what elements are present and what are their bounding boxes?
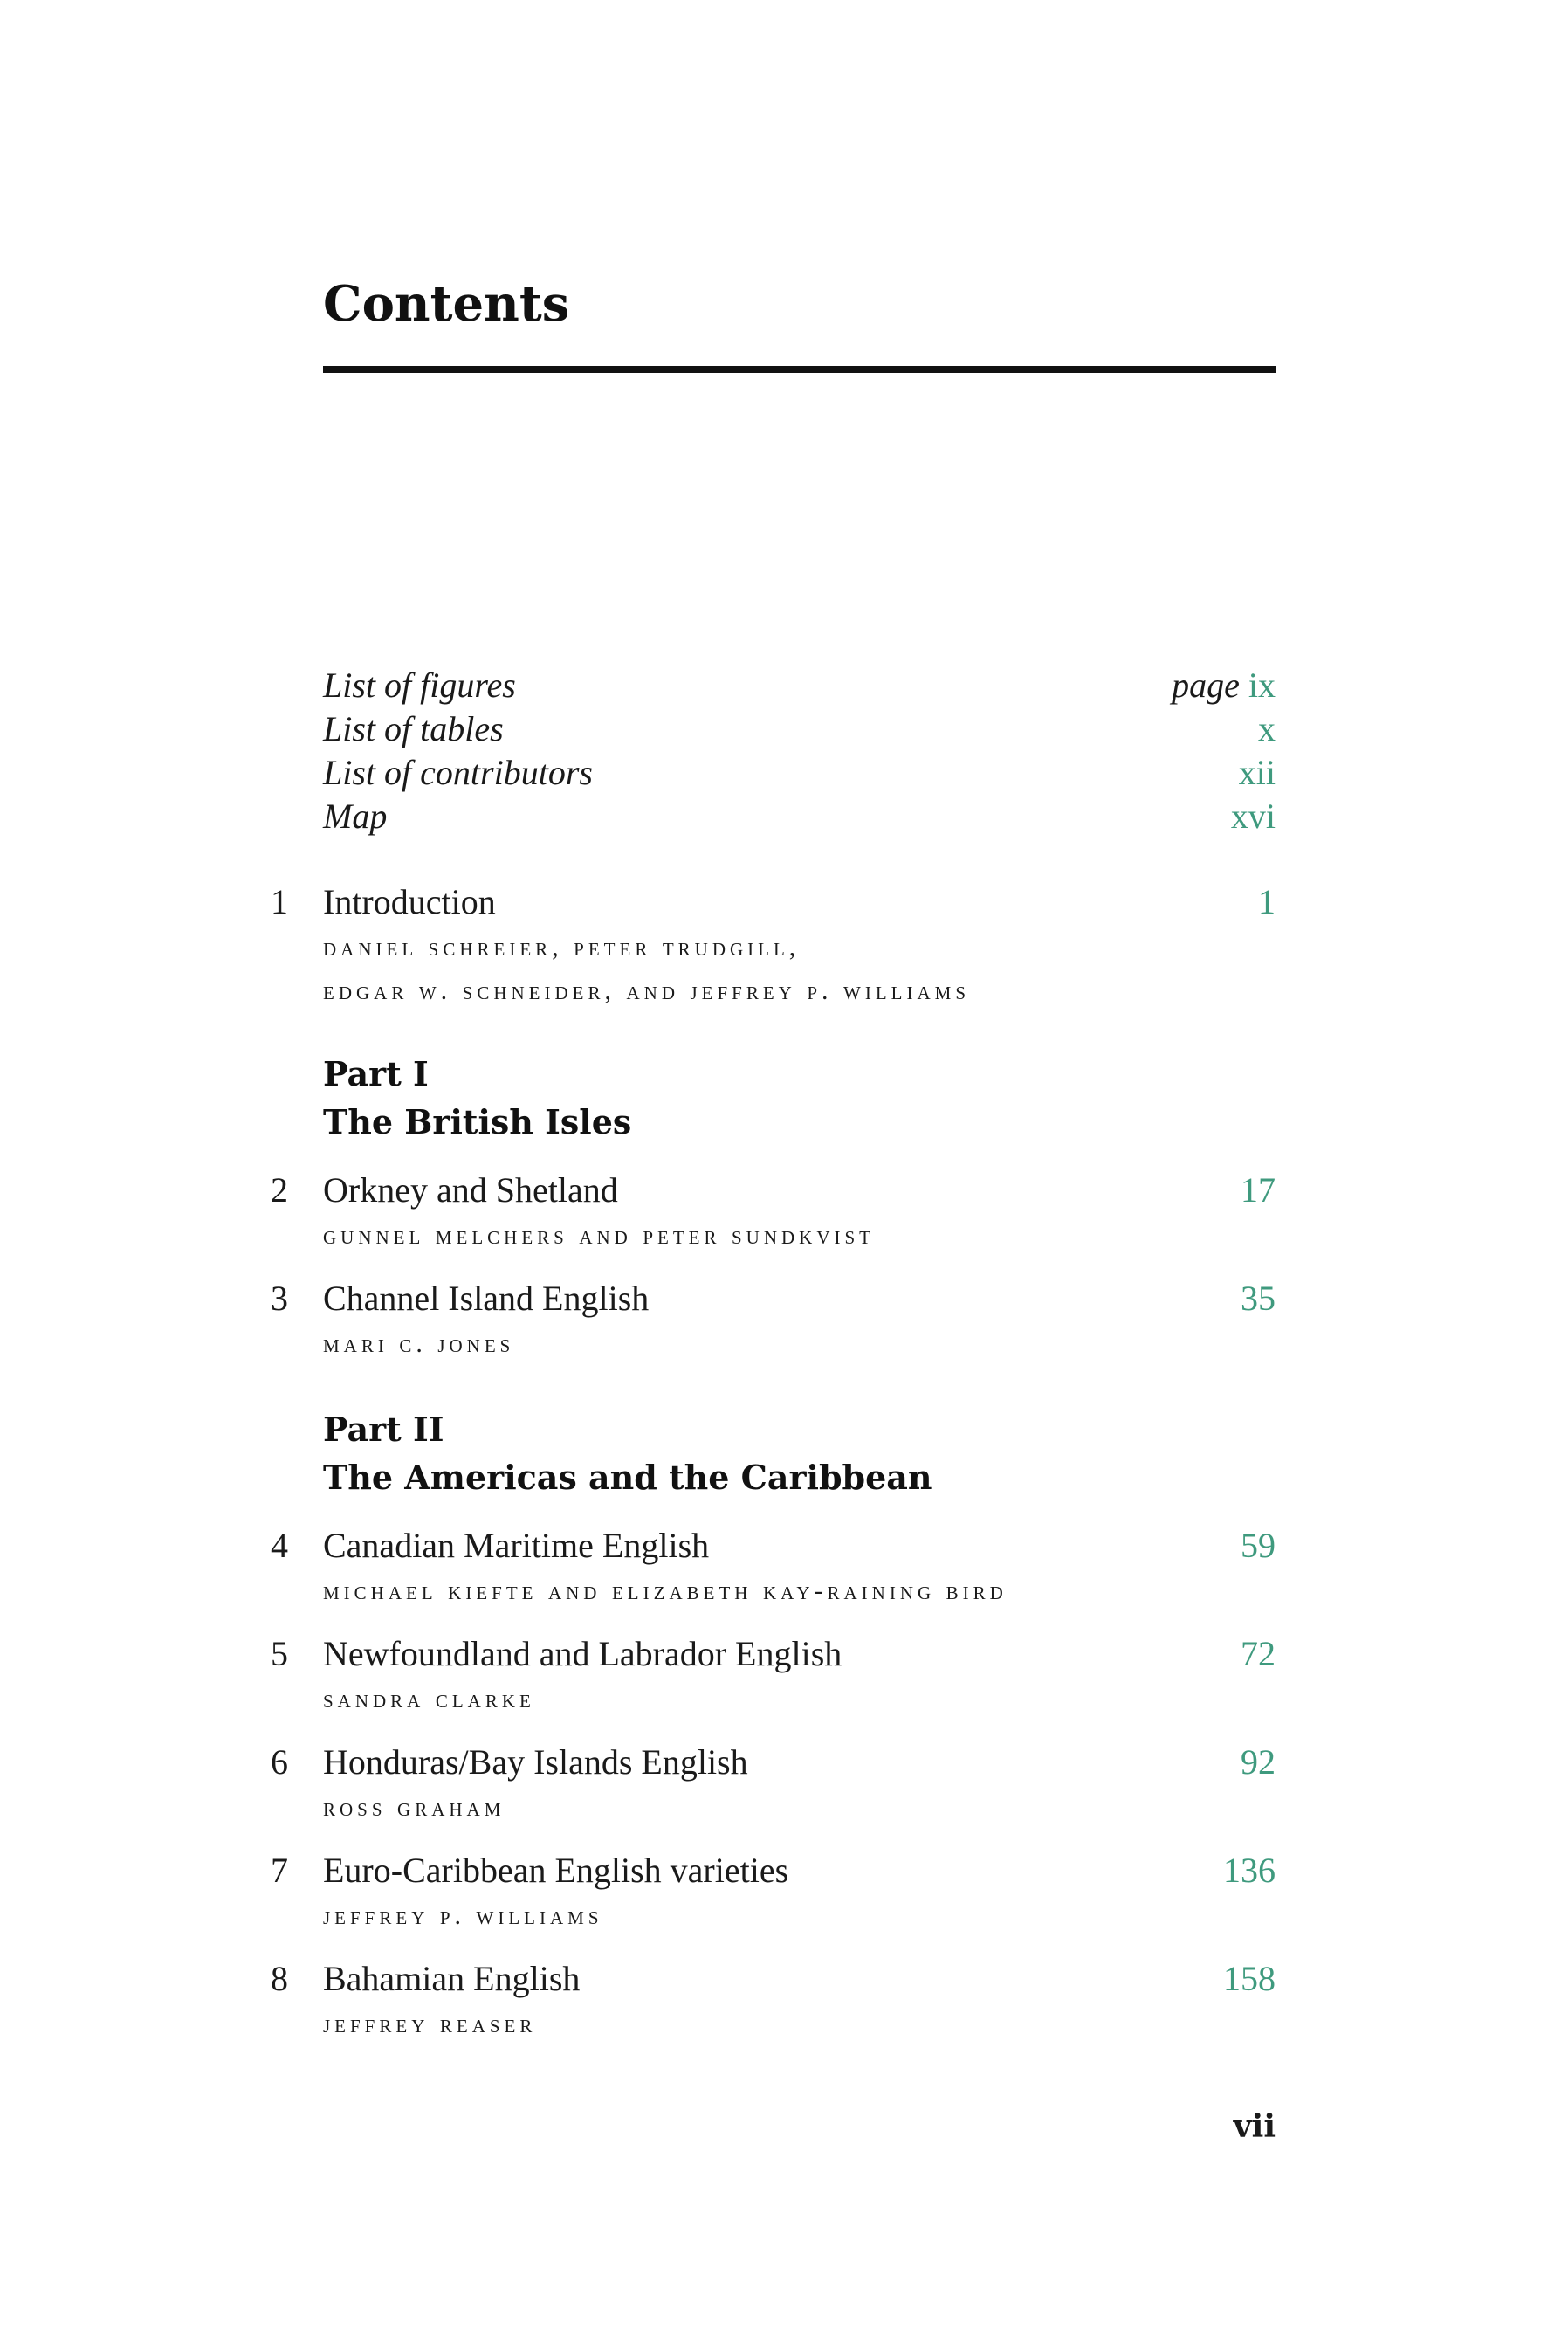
toc-page-link[interactable]: xii	[1238, 753, 1276, 792]
chapter-title[interactable]: Canadian Maritime English	[323, 1526, 710, 1565]
part-title: The Americas and the Caribbean	[323, 1458, 932, 1497]
chapter-number: 6	[271, 1742, 288, 1782]
chapter-authors: daniel schreier, peter trudgill,	[323, 933, 801, 962]
chapter-authors: gunnel melchers and peter sundkvist	[323, 1221, 876, 1250]
chapter-authors: edgar w. schneider, and jeffrey p. williams	[323, 976, 971, 1005]
page-number: vii	[1233, 2108, 1276, 2145]
toc-page-link[interactable]: 72	[1241, 1634, 1276, 1673]
chapter-authors: michael kiefte and elizabeth kay-raining bird	[323, 1576, 1008, 1605]
toc-page-link[interactable]: 59	[1241, 1526, 1276, 1565]
chapter-number: 2	[271, 1170, 288, 1210]
chapter-number: 4	[271, 1526, 288, 1565]
chapter-authors: sandra clarke	[323, 1685, 535, 1713]
toc-page-link[interactable]: x	[1258, 709, 1276, 748]
chapter-title[interactable]: Newfoundland and Labrador English	[323, 1634, 842, 1673]
toc-page-link[interactable]: ix	[1248, 665, 1276, 705]
chapter-number: 7	[271, 1851, 288, 1890]
chapter-title[interactable]: Orkney and Shetland	[323, 1170, 618, 1210]
chapter-number: 3	[271, 1279, 288, 1318]
toc-entry-list-of-tables[interactable]	[323, 707, 1276, 751]
toc-entry-label: List of contributors	[323, 753, 593, 792]
title-rule	[323, 366, 1276, 373]
chapter-authors: jeffrey reaser	[323, 2010, 537, 2038]
chapter-authors: jeffrey p. williams	[323, 1901, 603, 1930]
toc-entry-label: Map	[323, 796, 388, 836]
toc-page-link[interactable]: 35	[1241, 1279, 1276, 1318]
chapter-title[interactable]: Honduras/Bay Islands English	[323, 1742, 748, 1782]
toc-page-link[interactable]: xvi	[1230, 796, 1276, 836]
toc-page-link[interactable]: 136	[1223, 1851, 1276, 1890]
chapter-number: 8	[271, 1959, 288, 1998]
page-title: Contents	[323, 275, 570, 333]
chapter-title[interactable]: Bahamian English	[323, 1959, 581, 1998]
chapter-authors: mari c. jones	[323, 1329, 515, 1358]
chapter-authors: ross graham	[323, 1793, 505, 1822]
toc-entry-label: List of figures	[323, 665, 516, 705]
toc-entry-label: List of tables	[323, 709, 504, 748]
chapter-title[interactable]: Channel Island English	[323, 1279, 650, 1318]
part-label: Part I	[323, 1054, 429, 1093]
chapter-title[interactable]: Introduction	[323, 882, 496, 921]
toc-page-link[interactable]: 158	[1223, 1959, 1276, 1998]
toc-entry-list-of-contributors[interactable]	[323, 751, 1276, 795]
chapter-number: 1	[271, 882, 288, 921]
toc-page-link[interactable]: 92	[1241, 1742, 1276, 1782]
toc-entry-list-of-figures[interactable]	[323, 664, 1276, 707]
toc-page-link[interactable]: 17	[1241, 1170, 1276, 1210]
page-prefix: page	[1172, 665, 1240, 705]
toc-page-link[interactable]: 1	[1258, 882, 1276, 921]
toc-entry-map[interactable]	[323, 795, 1276, 838]
chapter-title[interactable]: Euro-Caribbean English varieties	[323, 1851, 789, 1890]
part-title: The British Isles	[323, 1102, 632, 1141]
part-label: Part II	[323, 1410, 444, 1449]
chapter-number: 5	[271, 1634, 288, 1673]
